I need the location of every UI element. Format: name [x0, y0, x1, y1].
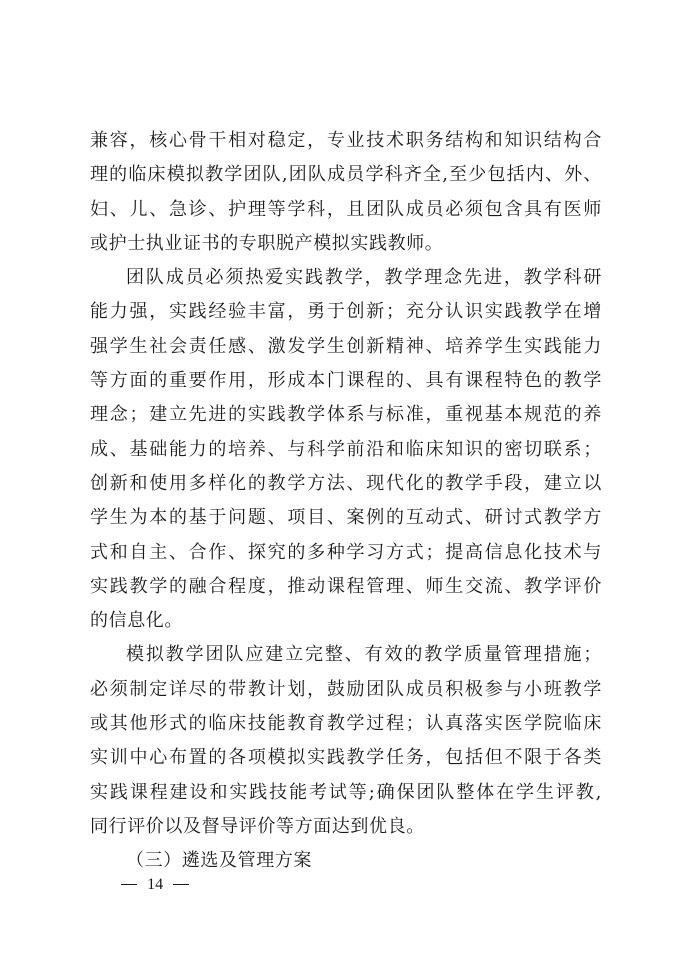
text-line: 或其他形式的临床技能教育教学过程；认真落实医学院临床: [90, 713, 602, 735]
text-line: 学生为本的基于问题、项目、案例的互动式、研讨式教学方: [90, 507, 602, 529]
section-heading: （三）遴选及管理方案: [126, 850, 312, 872]
text-line: 等方面的重要作用，形成本门课程的、具有课程特色的教学: [90, 370, 602, 392]
text-line: 理的临床模拟教学团队,团队成员学科齐全,至少包括内、外、: [90, 164, 602, 186]
text-line: 能力强，实践经验丰富，勇于创新；充分认识实践教学在增: [90, 301, 602, 323]
page-number: 14: [147, 876, 164, 893]
text-line: 模拟教学团队应建立完整、有效的教学质量管理措施；: [126, 644, 602, 666]
text-line: 理念；建立先进的实践教学体系与标准，重视基本规范的养: [90, 404, 602, 426]
text-line: 必须制定详尽的带教计划，鼓励团队成员积极参与小班教学: [90, 678, 602, 700]
page-footer: [116, 874, 194, 894]
text-line: 创新和使用多样化的教学方法、现代化的教学手段，建立以: [90, 472, 602, 494]
text-line: 团队成员必须热爱实践教学，教学理念先进，教学科研: [126, 267, 602, 289]
text-line: 实训中心布置的各项模拟实践教学任务，包括但不限于各类: [90, 747, 602, 769]
body-text: [90, 124, 602, 879]
text-line: 同行评价以及督导评价等方面达到优良。: [90, 815, 425, 837]
text-line: 或护士执业证书的专职脱产模拟实践教师。: [90, 232, 444, 254]
text-line: 实践课程建设和实践技能考试等;确保团队整体在学生评教,: [90, 781, 602, 803]
text-line: 妇、儿、急诊、护理等学科，且团队成员必须包含具有医师: [90, 198, 602, 220]
footer-dash-right: [173, 884, 189, 885]
text-line: 实践教学的融合程度，推动课程管理、师生交流、教学评价: [90, 575, 602, 597]
text-line: 兼容，核心骨干相对稳定，专业技术职务结构和知识结构合: [90, 130, 602, 151]
text-line: 式和自主、合作、探究的多种学习方式；提高信息化技术与: [90, 541, 602, 563]
footer-dash-left: [121, 884, 137, 885]
text-line: 强学生社会责任感、激发学生创新精神、培养学生实践能力: [90, 335, 602, 357]
text-line: 成、基础能力的培养、与科学前沿和临床知识的密切联系；: [90, 438, 602, 460]
text-line: 的信息化。: [90, 610, 183, 632]
